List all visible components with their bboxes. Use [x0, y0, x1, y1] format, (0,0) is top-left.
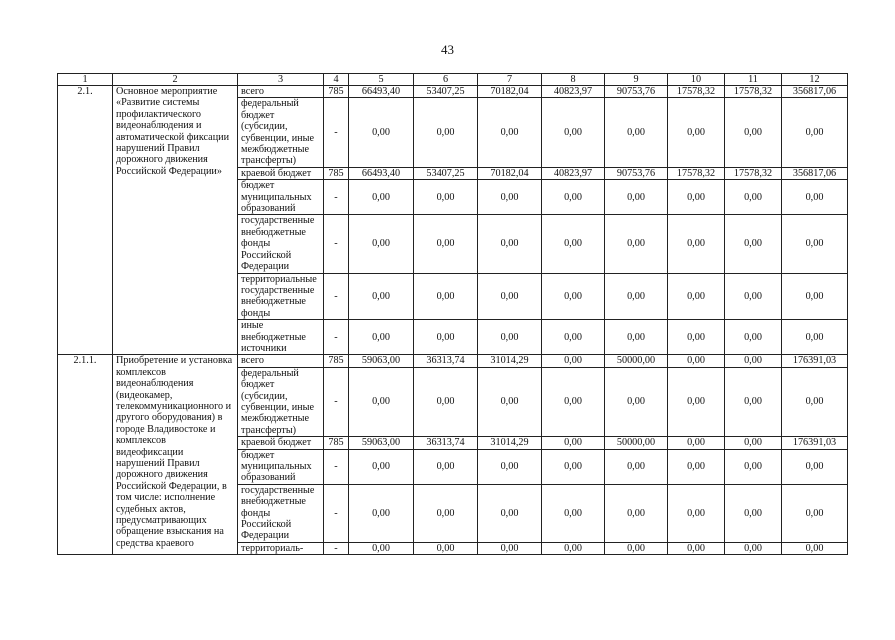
value-cell: 0,00 — [782, 320, 848, 355]
value-cell: 0,00 — [725, 484, 782, 542]
value-cell: 0,00 — [414, 98, 478, 167]
value-cell: 66493,40 — [349, 86, 414, 98]
item-name: Основное мероприятие «Развитие системы профилактического видеонаблюдения и автоматической фиксации нарушений Правил дорожного движения Российской Федерации» — [113, 86, 238, 355]
header-cell: 5 — [349, 74, 414, 86]
value-cell: 0,00 — [605, 273, 668, 320]
value-cell: 0,00 — [542, 355, 605, 367]
value-cell: - — [324, 98, 349, 167]
header-cell: 2 — [113, 74, 238, 86]
value-cell: 0,00 — [478, 542, 542, 554]
value-cell: 0,00 — [782, 215, 848, 273]
value-cell: 0,00 — [668, 367, 725, 436]
value-cell: 0,00 — [782, 98, 848, 167]
value-cell: 0,00 — [414, 367, 478, 436]
funding-source: бюджет муниципальных образований — [238, 180, 324, 215]
item-code: 2.1.1. — [58, 355, 113, 555]
value-cell: 50000,00 — [605, 355, 668, 367]
funding-source: государственные внебюджетные фонды Российской Федерации — [238, 215, 324, 273]
value-cell: 0,00 — [725, 320, 782, 355]
value-cell: 0,00 — [542, 367, 605, 436]
value-cell: 0,00 — [725, 542, 782, 554]
value-cell: 0,00 — [349, 180, 414, 215]
funding-source: территориаль- — [238, 542, 324, 554]
value-cell: 0,00 — [349, 215, 414, 273]
value-cell: 0,00 — [668, 98, 725, 167]
value-cell: 0,00 — [605, 98, 668, 167]
header-cell: 11 — [725, 74, 782, 86]
value-cell: 0,00 — [668, 355, 725, 367]
header-cell: 8 — [542, 74, 605, 86]
value-cell: 0,00 — [542, 484, 605, 542]
table-body — [58, 86, 848, 555]
value-cell: 70182,04 — [478, 167, 542, 179]
value-cell: 36313,74 — [414, 437, 478, 449]
value-cell: 0,00 — [668, 180, 725, 215]
table-row — [58, 86, 848, 98]
funding-source: иные внебюджетные источники — [238, 320, 324, 355]
value-cell: 40823,97 — [542, 167, 605, 179]
budget-table — [57, 73, 848, 555]
value-cell: 53407,25 — [414, 167, 478, 179]
value-cell: 0,00 — [349, 98, 414, 167]
item-code: 2.1. — [58, 86, 113, 355]
value-cell: 0,00 — [782, 367, 848, 436]
value-cell: 785 — [324, 437, 349, 449]
value-cell: 0,00 — [605, 215, 668, 273]
funding-source: государственные внебюджетные фонды Российской Федерации — [238, 484, 324, 542]
value-cell: - — [324, 180, 349, 215]
value-cell: 0,00 — [668, 437, 725, 449]
value-cell: 0,00 — [349, 367, 414, 436]
header-cell: 9 — [605, 74, 668, 86]
value-cell: 0,00 — [478, 180, 542, 215]
value-cell: 0,00 — [605, 542, 668, 554]
value-cell: 0,00 — [542, 98, 605, 167]
value-cell: 0,00 — [725, 355, 782, 367]
value-cell: 176391,03 — [782, 355, 848, 367]
value-cell: 0,00 — [478, 367, 542, 436]
header-row — [58, 74, 848, 86]
value-cell: - — [324, 320, 349, 355]
value-cell: 90753,76 — [605, 86, 668, 98]
value-cell: 0,00 — [725, 215, 782, 273]
value-cell: 17578,32 — [668, 86, 725, 98]
value-cell: 0,00 — [605, 320, 668, 355]
value-cell: 0,00 — [725, 367, 782, 436]
value-cell: 0,00 — [782, 484, 848, 542]
value-cell: 90753,76 — [605, 167, 668, 179]
funding-source: федеральный бюджет (субсидии, субвенции, иные межбюджетные трансферты) — [238, 367, 324, 436]
header-cell: 3 — [238, 74, 324, 86]
value-cell: 0,00 — [414, 180, 478, 215]
value-cell: 0,00 — [414, 320, 478, 355]
header-cell: 12 — [782, 74, 848, 86]
value-cell: 0,00 — [478, 320, 542, 355]
value-cell: 0,00 — [349, 484, 414, 542]
value-cell: 53407,25 — [414, 86, 478, 98]
value-cell: 0,00 — [414, 542, 478, 554]
value-cell: 0,00 — [725, 98, 782, 167]
value-cell: 0,00 — [542, 320, 605, 355]
value-cell: 0,00 — [605, 449, 668, 484]
value-cell: - — [324, 449, 349, 484]
value-cell: 0,00 — [414, 449, 478, 484]
funding-source: всего — [238, 86, 324, 98]
value-cell: 785 — [324, 355, 349, 367]
value-cell: 0,00 — [725, 437, 782, 449]
value-cell: 0,00 — [725, 273, 782, 320]
header-cell: 10 — [668, 74, 725, 86]
value-cell: 0,00 — [478, 215, 542, 273]
value-cell: 356817,06 — [782, 86, 848, 98]
funding-source: краевой бюджет — [238, 437, 324, 449]
value-cell: 0,00 — [542, 273, 605, 320]
value-cell: 17578,32 — [725, 167, 782, 179]
value-cell: 31014,29 — [478, 437, 542, 449]
value-cell: 0,00 — [782, 180, 848, 215]
value-cell: 0,00 — [414, 273, 478, 320]
value-cell: 59063,00 — [349, 437, 414, 449]
value-cell: 0,00 — [478, 98, 542, 167]
value-cell: 0,00 — [605, 180, 668, 215]
funding-source: всего — [238, 355, 324, 367]
value-cell: - — [324, 215, 349, 273]
value-cell: - — [324, 484, 349, 542]
value-cell: 17578,32 — [725, 86, 782, 98]
value-cell: 70182,04 — [478, 86, 542, 98]
value-cell: 0,00 — [725, 449, 782, 484]
value-cell: 0,00 — [542, 437, 605, 449]
value-cell: 0,00 — [782, 449, 848, 484]
value-cell: 0,00 — [478, 449, 542, 484]
value-cell: 17578,32 — [668, 167, 725, 179]
value-cell: 0,00 — [668, 273, 725, 320]
value-cell: 0,00 — [668, 215, 725, 273]
value-cell: 0,00 — [725, 180, 782, 215]
value-cell: 0,00 — [542, 449, 605, 484]
value-cell: 0,00 — [349, 273, 414, 320]
value-cell: 0,00 — [668, 542, 725, 554]
value-cell: 31014,29 — [478, 355, 542, 367]
value-cell: - — [324, 542, 349, 554]
page-number: 43 — [441, 42, 454, 57]
value-cell: 0,00 — [542, 215, 605, 273]
value-cell: 0,00 — [542, 180, 605, 215]
value-cell: 0,00 — [542, 542, 605, 554]
value-cell: 0,00 — [605, 367, 668, 436]
value-cell: 0,00 — [349, 542, 414, 554]
header-cell: 4 — [324, 74, 349, 86]
value-cell: 0,00 — [782, 273, 848, 320]
item-name: Приобретение и установка комплексов видеонаблюдения (видеокамер, телекоммуникационного и другого оборудования) в городе Владивостоке и комплексов видеофиксации нарушений Правил дорожного движения Российской Федерации, в том числе: исполнение судебных актов, предусматривающих обращение взыскания на средства краевого — [113, 355, 238, 555]
value-cell: 785 — [324, 86, 349, 98]
value-cell: 176391,03 — [782, 437, 848, 449]
value-cell: 0,00 — [668, 484, 725, 542]
value-cell: 40823,97 — [542, 86, 605, 98]
value-cell: 0,00 — [349, 320, 414, 355]
value-cell: 59063,00 — [349, 355, 414, 367]
value-cell: 0,00 — [478, 484, 542, 542]
value-cell: 356817,06 — [782, 167, 848, 179]
value-cell: 0,00 — [668, 449, 725, 484]
header-cell: 6 — [414, 74, 478, 86]
value-cell: 50000,00 — [605, 437, 668, 449]
funding-source: территориальные государственные внебюджетные фонды — [238, 273, 324, 320]
funding-source: федеральный бюджет (субсидии, субвенции, иные межбюджетные трансферты) — [238, 98, 324, 167]
value-cell: 0,00 — [782, 542, 848, 554]
value-cell: 0,00 — [349, 449, 414, 484]
value-cell: 0,00 — [478, 273, 542, 320]
value-cell: 0,00 — [668, 320, 725, 355]
header-cell: 1 — [58, 74, 113, 86]
header-cell: 7 — [478, 74, 542, 86]
funding-source: краевой бюджет — [238, 167, 324, 179]
value-cell: 36313,74 — [414, 355, 478, 367]
funding-source: бюджет муниципальных образований — [238, 449, 324, 484]
value-cell: - — [324, 367, 349, 436]
value-cell: - — [324, 273, 349, 320]
value-cell: 66493,40 — [349, 167, 414, 179]
table-row — [58, 355, 848, 367]
value-cell: 0,00 — [414, 215, 478, 273]
value-cell: 0,00 — [605, 484, 668, 542]
value-cell: 785 — [324, 167, 349, 179]
value-cell: 0,00 — [414, 484, 478, 542]
